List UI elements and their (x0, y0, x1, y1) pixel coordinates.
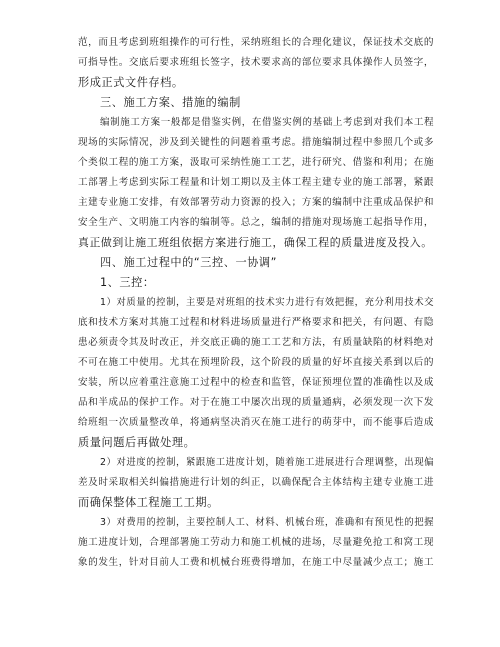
text-line: 编制施工方案一般都是借鉴实例，在借鉴实例的基础上考虑到对我们本工程 (100, 117, 434, 128)
text-line: 而确保整体工程施工工期。 (78, 496, 219, 509)
text-line: 1、三控： (100, 276, 155, 289)
text-line: 底和技术方案对其施工过程和材料进场质量进行严格要求和把关，有问题、有隐 (78, 317, 434, 328)
text-line: 工部署上考虑到实际工程量和计划工期以及主体工程主建专业的施工部署，紧跟 (78, 177, 434, 188)
document-body (78, 33, 434, 573)
text-line: 四、施工过程中的“三控、一协调” (100, 256, 278, 269)
text-line: 2）对进度的控制，紧跟施工进度计划，随着施工进展进行合理调整，出现偏 (100, 457, 435, 468)
text-line: 象的发生，针对目前人工费和机械台班费得增加，在施工中尽量减少点工；施工 (78, 557, 434, 568)
text-line: 3）对费用的控制，主要控制人工、材料、机械台班，准确和有预见性的把握 (100, 517, 435, 528)
text-line: 质量问题后再做处理。 (78, 436, 196, 449)
text-line: 范，而且考虑到班组操作的可行性，采纳班组长的合理化建议，保证技术交底的 (78, 37, 434, 48)
text-line: 1）对质量的控制，主要是对班组的技术实力进行有效把握，充分利用技术交 (100, 297, 435, 308)
text-line: 品和半成品的保护工作。对于在施工中屡次出现的质量通病，必须发现一次下发 (78, 397, 434, 408)
text-line: 真正做到让施工班组依据方案进行施工，确保工程的质量进度及投入。 (78, 236, 433, 249)
text-line: 施工进度计划，合理部署施工劳动力和施工机械的进场，尽量避免抢工和窝工现 (78, 537, 434, 548)
text-line: 安全生产、文明施工内容的编制等。总之，编制的措施对现场施工起指导作用， (78, 217, 434, 228)
text-line: 给班组一次质量整改单，将通病坚决消灭在施工进行的萌芽中，而不能事后造成 (78, 417, 434, 428)
text-line: 安装，所以应着重注意施工过程中的检查和监管，保证预埋位置的准确性以及成 (78, 377, 434, 388)
text-line: 不可在施工中使用。尤其在预埋阶段，这个阶段的质量的好坏直接关系到以后的 (78, 357, 434, 368)
text-line: 可指导性。交底后要求班组长签字，技术要求高的部位要求具体操作人员签字， (78, 57, 434, 68)
text-line: 患必须责令其及时改正，并交底正确的施工工艺和方法，有质量缺陷的材料绝对 (78, 337, 434, 348)
text-line: 主建专业施工安排，有效部署劳动力资源的投入；方案的编制中注重成品保护和 (78, 197, 434, 208)
text-line: 三、施工方案、措施的编制 (100, 96, 241, 109)
text-line: 现场的实际情况，涉及到关键性的问题着重考虑。措施编制过程中参照几个或多 (78, 137, 434, 148)
text-line: 差及时采取相关纠偏措施进行计划的纠正，以确保配合主体结构主建专业施工进 (78, 477, 434, 488)
text-line: 个类似工程的施工方案，汲取可采纳性施工工艺，进行研究、借鉴和利用；在施 (78, 157, 434, 168)
text-line: 形成正式文件存档。 (78, 76, 184, 89)
